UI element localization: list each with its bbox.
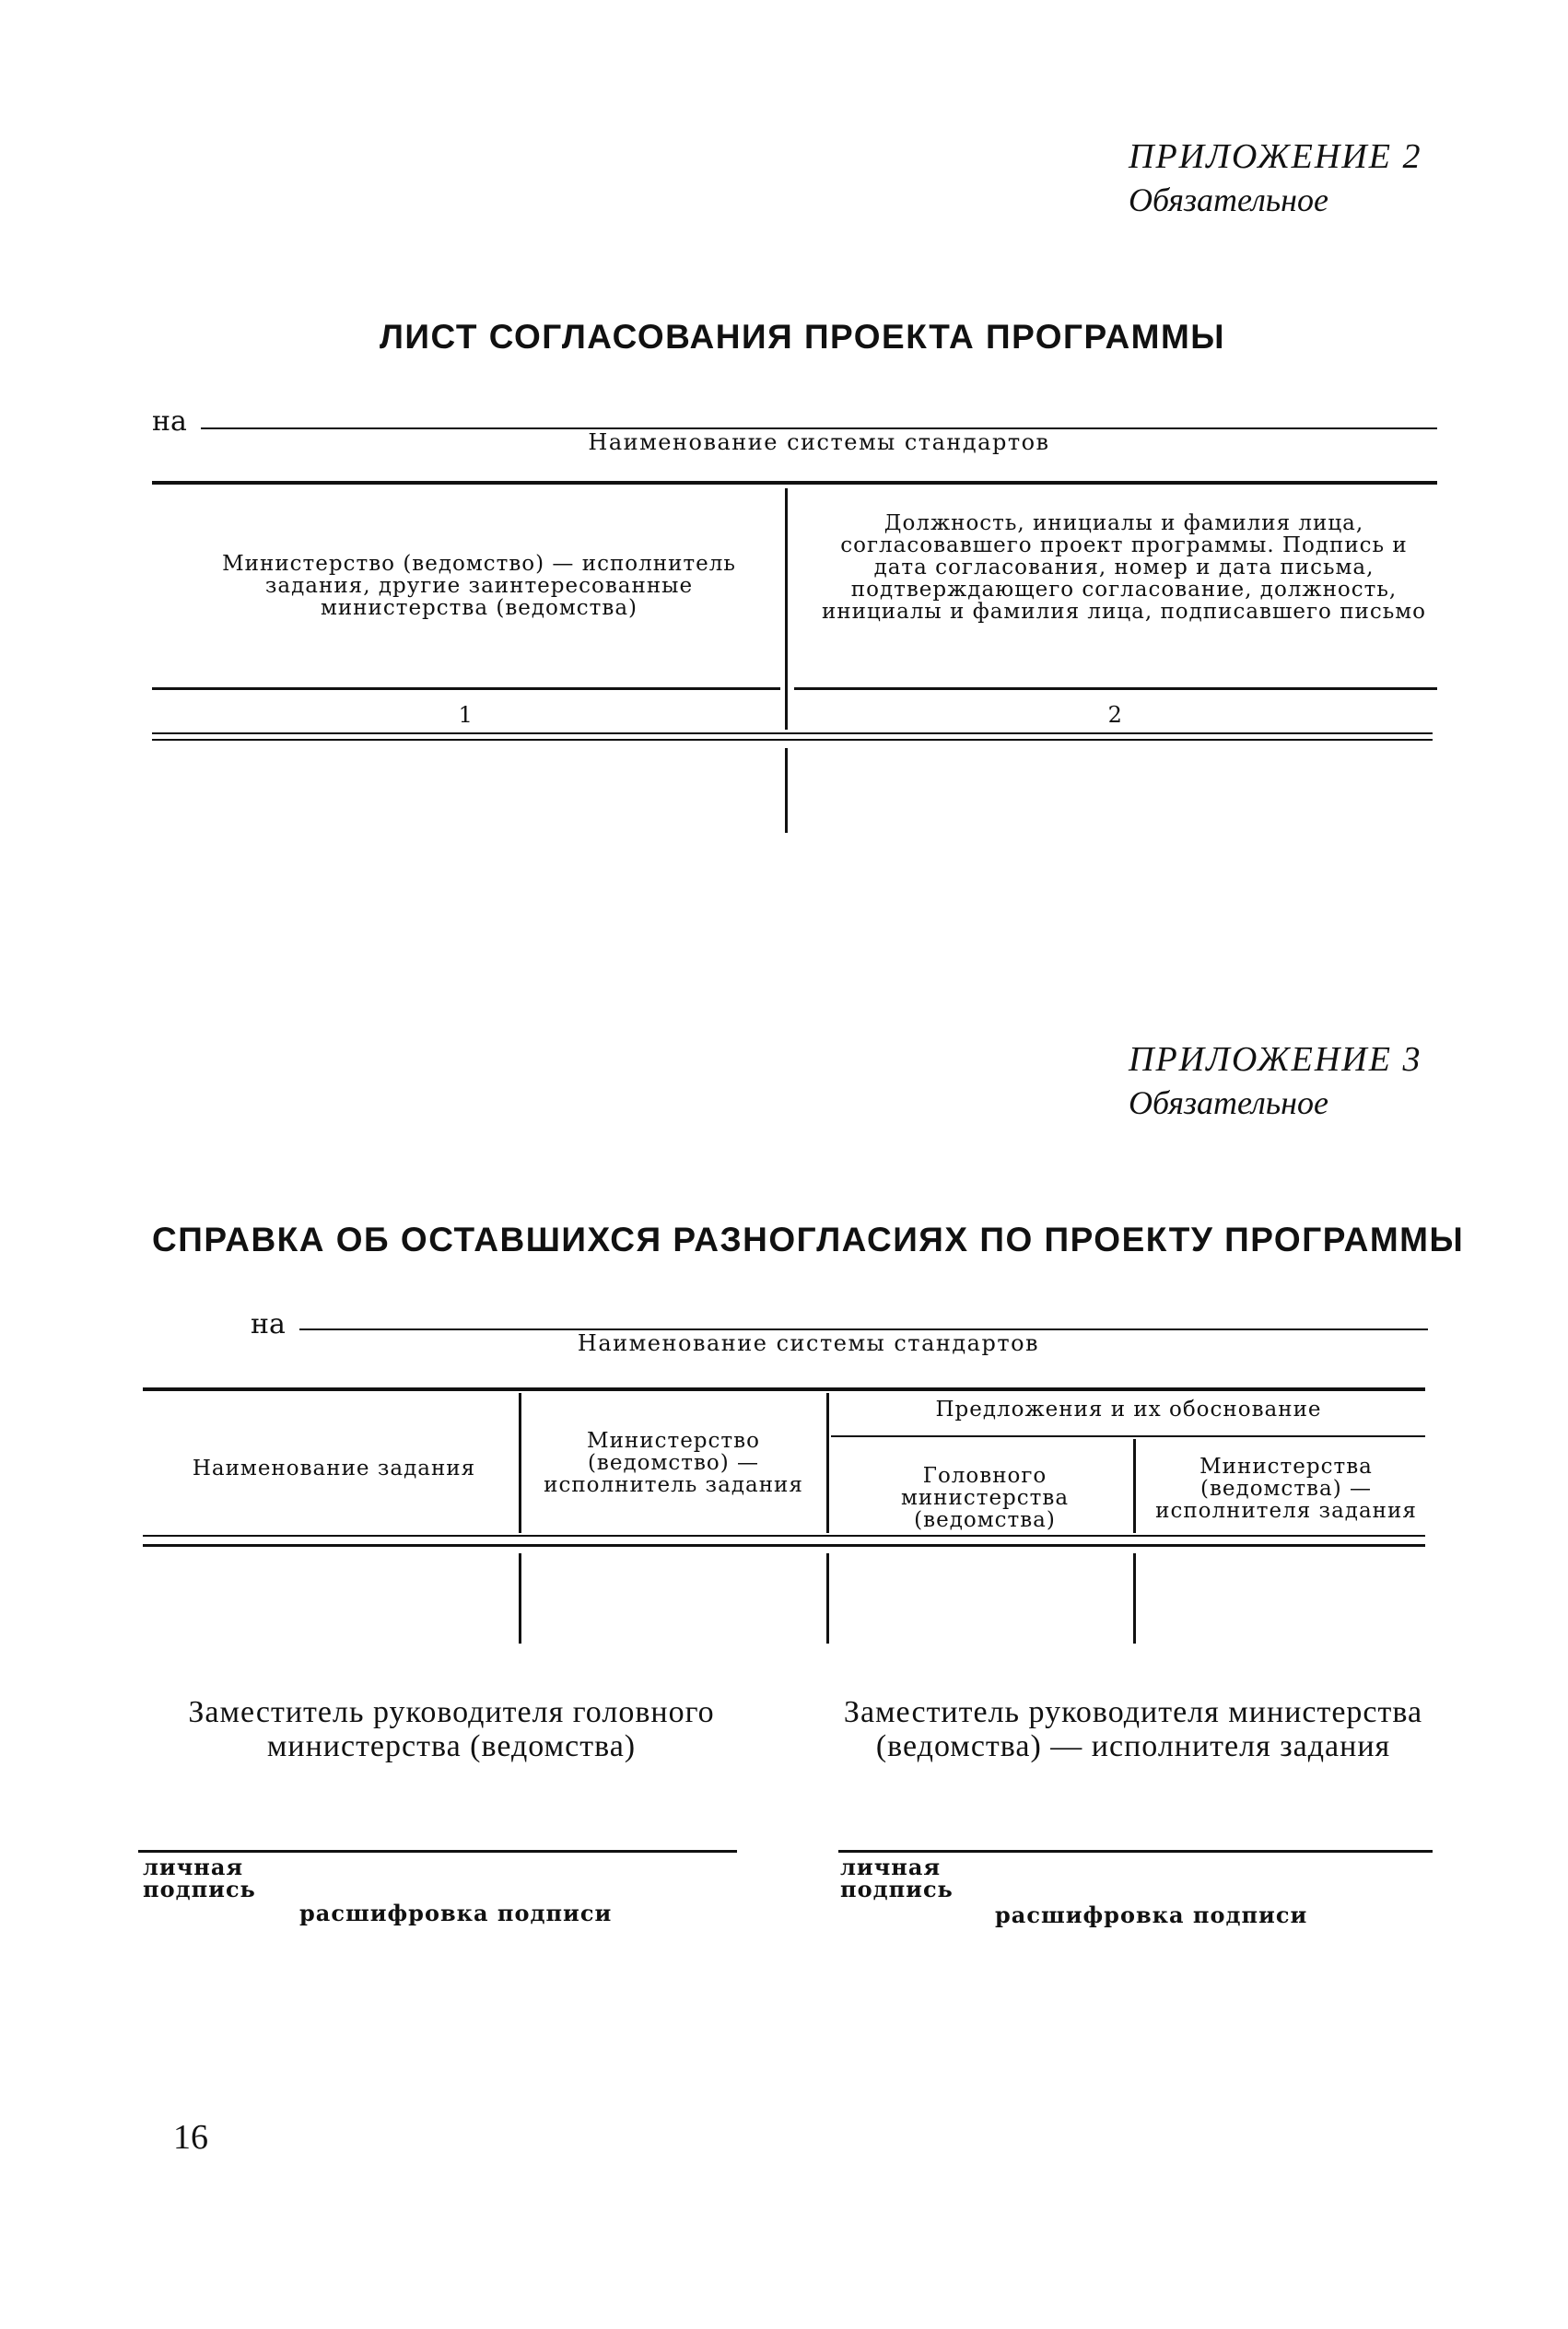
table2-divider-3 bbox=[1133, 1439, 1136, 1533]
table1-col2-header: Должность, инициалы и фамилия лица, согласовавшего проект программы. Подпись и дата согласования, номер и дата письма, подтверждающего согласование, должность, инициалы и фамилия лица, подписавшего письмо bbox=[822, 511, 1426, 624]
table2-double-line bbox=[143, 1544, 1425, 1547]
appendix-3-na-prefix: на bbox=[251, 1308, 286, 1340]
table1-col2-number: 2 bbox=[1107, 702, 1124, 728]
right-signature-line bbox=[838, 1850, 1433, 1853]
table2-col1-header: Наименование задания bbox=[192, 1457, 476, 1480]
table2-col3-header: Головного министерства (ведомства) bbox=[900, 1464, 1070, 1532]
table2-body-divider-2 bbox=[826, 1553, 829, 1644]
table1-double-line-b bbox=[152, 739, 1433, 741]
table2-col2-header: Министерство (ведомство) — исполнитель задания bbox=[544, 1429, 803, 1497]
table1-column-divider bbox=[785, 488, 788, 730]
table1-col1-number: 1 bbox=[458, 702, 474, 728]
appendix-2-status: Обязательное bbox=[1129, 181, 1328, 218]
appendix-2-caption: Наименование системы стандартов bbox=[588, 429, 1050, 455]
left-personal-signature-label: личная подпись bbox=[143, 1854, 256, 1902]
table1-col1-header: Министерство (ведомство) — исполнитель задания, другие заинтересованные министерства (ведомства) bbox=[222, 552, 736, 620]
table2-group-header: Предложения и их обоснование bbox=[935, 1398, 1322, 1422]
table2-col4-header: Министерства (ведомства) — исполнителя задания bbox=[1155, 1455, 1417, 1523]
appendix-3-number: ПРИЛОЖЕНИЕ 3 bbox=[1129, 1040, 1422, 1079]
table1-double-line-a bbox=[152, 732, 1433, 734]
table1-header-bottom-right bbox=[794, 687, 1437, 690]
appendix-3-status: Обязательное bbox=[1129, 1084, 1328, 1121]
table2-body-divider-3 bbox=[1133, 1553, 1136, 1644]
left-signatory-title: Заместитель руководителя головного министерства (ведомства) bbox=[188, 1695, 715, 1763]
table2-top-border bbox=[143, 1387, 1425, 1391]
right-signatory-title: Заместитель руководителя министерства (ведомства) — исполнителя задания bbox=[843, 1695, 1423, 1763]
appendix-2-na-prefix: на bbox=[152, 405, 187, 438]
table2-body-divider-1 bbox=[519, 1553, 521, 1644]
table1-top-border bbox=[152, 481, 1437, 485]
page-number: 16 bbox=[173, 2118, 208, 2157]
appendix-3-title: СПРАВКА ОБ ОСТАВШИХСЯ РАЗНОГЛАСИЯХ ПО ПРОЕКТУ ПРОГРАММЫ bbox=[152, 1221, 1465, 1258]
left-signature-decoding-label: расшифровка подписи bbox=[299, 1900, 613, 1926]
right-personal-signature-label: личная подпись bbox=[840, 1854, 954, 1902]
appendix-2-number: ПРИЛОЖЕНИЕ 2 bbox=[1129, 137, 1422, 176]
left-signature-line bbox=[138, 1850, 737, 1853]
appendix-2-title: ЛИСТ СОГЛАСОВАНИЯ ПРОЕКТА ПРОГРАММЫ bbox=[379, 318, 1226, 356]
table2-group-underline bbox=[831, 1435, 1425, 1437]
right-signature-decoding-label: расшифровка подписи bbox=[995, 1902, 1308, 1928]
table1-body-divider bbox=[785, 748, 788, 833]
table2-header-bottom bbox=[143, 1535, 1425, 1537]
appendix-3-caption: Наименование системы стандартов bbox=[577, 1330, 1040, 1356]
table1-header-bottom-left bbox=[152, 687, 780, 690]
